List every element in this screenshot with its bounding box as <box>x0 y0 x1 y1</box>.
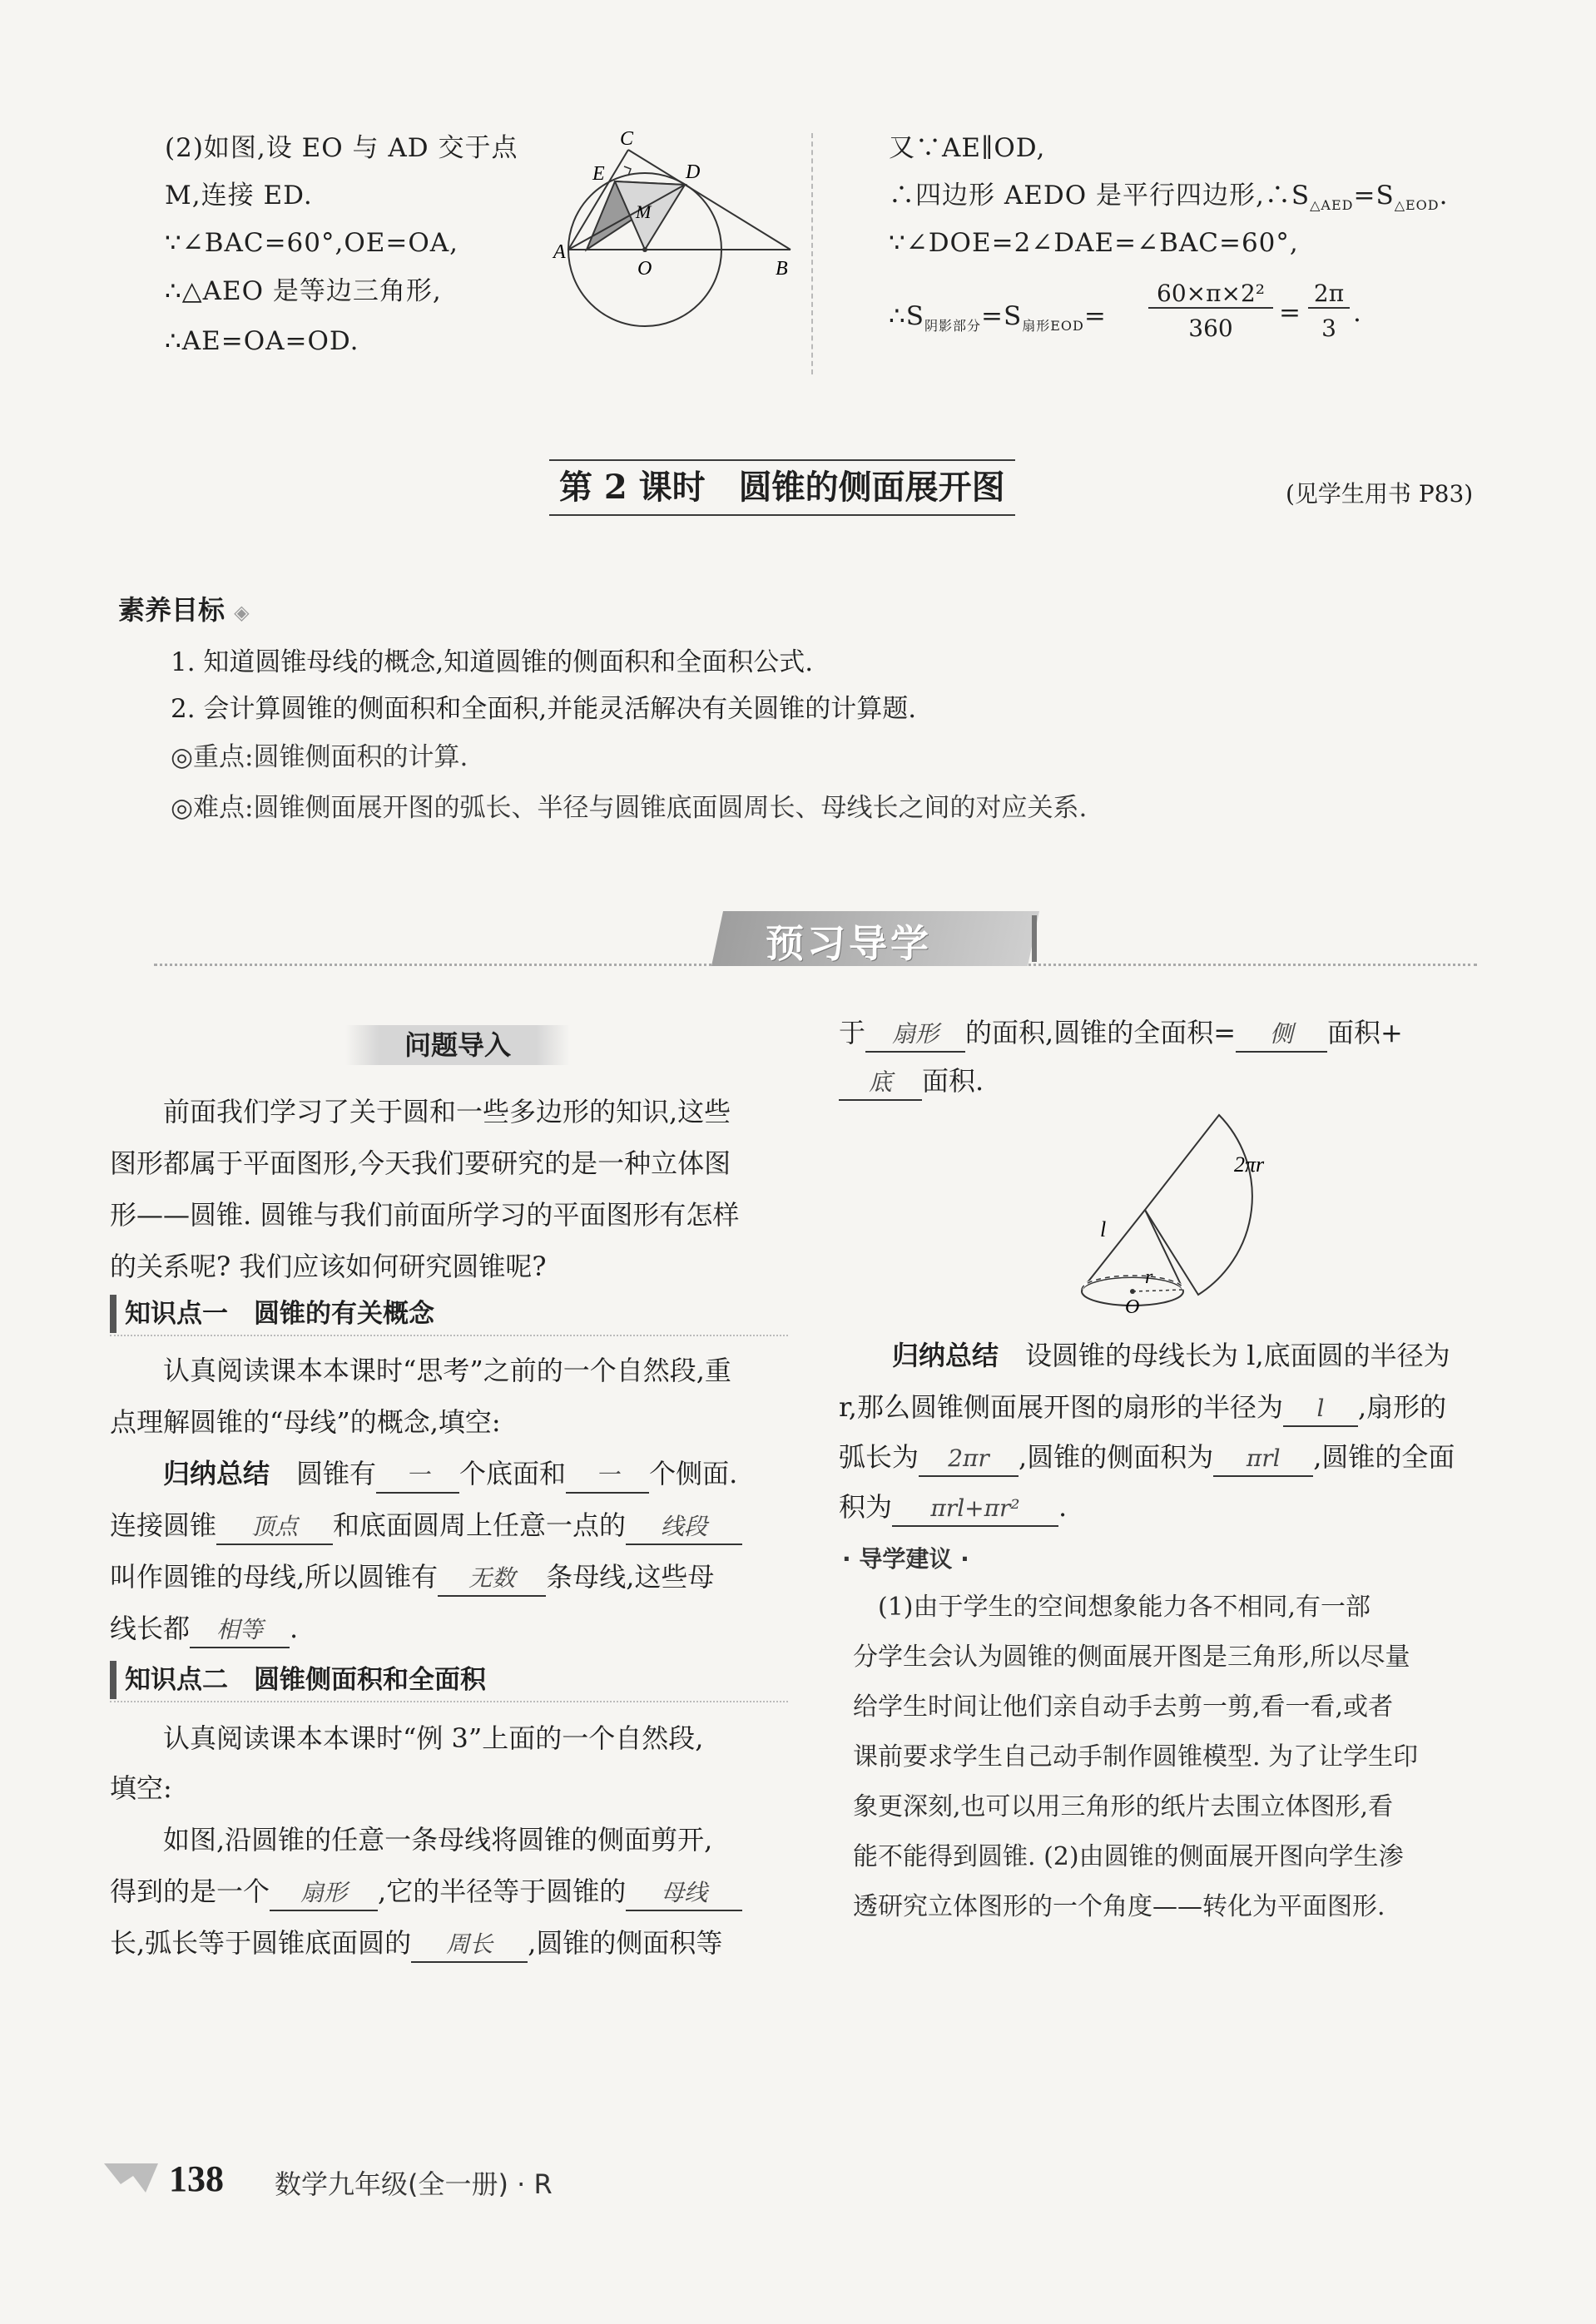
kp1-summary: 叫作圆锥的母线,所以圆锥有 无数 条母线,这些母 <box>110 1551 714 1603</box>
diamond-icon: ◈ <box>234 601 250 624</box>
solution-line: ∴AE=OA=OD. <box>165 326 359 356</box>
lesson-reference: (见学生用书 P83) <box>1286 480 1474 508</box>
solution-line: ∵∠BAC=60°,OE=OA, <box>165 228 459 258</box>
intro-heading: 问题导入 <box>345 1025 570 1065</box>
kp2-line: 得到的是一个 扇形 ,它的半径等于圆锥的 母线 <box>110 1866 742 1917</box>
label-m: M <box>636 201 652 222</box>
advice-line: 能不能得到圆锥. (2)由圆锥的侧面展开图向学生渗 <box>853 1842 1404 1871</box>
answer-blank[interactable]: l <box>1283 1392 1358 1427</box>
geometry-figure <box>549 125 799 374</box>
answer-blank[interactable]: 2πr <box>919 1442 1019 1477</box>
kp2-line: 认真阅读课本本课时“例 3”上面的一个自然段, <box>110 1722 704 1754</box>
goal-item: 1. 知道圆锥母线的概念,知道圆锥的侧面积和全面积公式. <box>171 647 814 677</box>
kp2-line: 填空: <box>110 1772 172 1804</box>
kp-divider <box>110 1335 788 1336</box>
advice-line: 透研究立体图形的一个角度——转化为平面图形. <box>853 1892 1385 1921</box>
kp-divider <box>110 1701 788 1702</box>
answer-blank[interactable]: 相等 <box>190 1613 290 1648</box>
label-c: C <box>620 128 634 150</box>
advice-line: (1)由于学生的空间想象能力各不相同,有一部 <box>853 1593 1371 1622</box>
answer-blank[interactable]: 扇形 <box>270 1876 378 1911</box>
right-summary: 归纳总结 设圆锥的母线长为 l,底面圆的半径为 <box>892 1340 1450 1371</box>
kp1-summary: 归纳总结 圆锥有 一 个底面和 一 个侧面. <box>110 1448 737 1499</box>
right-line: 于 扇形 的面积,圆锥的全面积= 侧 面积+ <box>839 1007 1403 1058</box>
answer-blank[interactable]: 周长 <box>411 1928 528 1963</box>
banner-accent <box>1032 915 1037 962</box>
intro-line: 图形都属于平面图形,今天我们要研究的是一种立体图 <box>110 1147 731 1179</box>
solution-line: 又∵AE∥OD, <box>889 133 1046 163</box>
answer-blank[interactable]: 无数 <box>438 1562 546 1597</box>
answer-blank[interactable]: 一 <box>376 1459 459 1494</box>
answer-blank[interactable]: 顶点 <box>216 1510 333 1545</box>
knowledge-point-1-title: 知识点一 圆锥的有关概念 <box>110 1295 434 1333</box>
advice-line: 象更深刻,也可以用三角形的纸片去围立体图形,看 <box>853 1792 1394 1821</box>
result-denominator: 3 <box>1321 315 1336 342</box>
label-o: O <box>637 258 652 280</box>
book-title: 数学九年级(全一册) · R <box>275 2168 553 2200</box>
arc-label: 2πr <box>1234 1152 1265 1177</box>
kp1-summary: 线长都 相等 . <box>110 1603 298 1654</box>
kp1-line: 认真阅读课本本课时“思考”之前的一个自然段,重 <box>110 1355 731 1386</box>
intro-line: 的关系呢? 我们应该如何研究圆锥呢? <box>110 1251 547 1282</box>
answer-blank[interactable]: πrl <box>1213 1442 1313 1477</box>
advice-line: 给学生时间让他们亲自动手去剪一剪,看一看,或者 <box>853 1692 1394 1722</box>
answer-blank[interactable]: 底 <box>839 1066 922 1101</box>
kp2-line: 如图,沿圆锥的任意一条母线将圆锥的侧面剪开, <box>110 1824 713 1856</box>
right-summary: 弧长为 2πr ,圆锥的侧面积为 πrl ,圆锥的全面 <box>839 1431 1455 1483</box>
period: . <box>1353 298 1361 328</box>
knowledge-point-2-title: 知识点二 圆锥侧面积和全面积 <box>110 1661 486 1699</box>
result-numerator: 2π <box>1308 280 1350 309</box>
solution-line: M,连接 ED. <box>165 181 313 211</box>
page-corner-icon <box>100 2155 166 2197</box>
solution-formula: $\therefore S_{阴影部分}=S_{扇形EOD}=$ <box>889 301 1107 334</box>
column-divider <box>811 133 813 374</box>
label-e: E <box>592 163 605 185</box>
page-number: 138 <box>169 2158 224 2199</box>
answer-blank[interactable]: πrl+πr² <box>892 1492 1058 1527</box>
solution-line: ∴四边形 AEDO 是平行四边形$,\therefore S_{\triangle AED}=S_{\triangle EOD}$. <box>889 181 1449 214</box>
goals-heading: 素养目标 ◈ <box>118 594 250 626</box>
advice-heading: · 导学建议 · <box>842 1545 969 1573</box>
center-label: O <box>1125 1296 1140 1318</box>
goal-item: 2. 会计算圆锥的侧面积和全面积,并能灵活解决有关圆锥的计算题. <box>171 694 917 724</box>
label-b: B <box>776 258 788 280</box>
answer-blank[interactable]: 侧 <box>1236 1018 1327 1053</box>
answer-blank[interactable]: 一 <box>566 1459 649 1494</box>
kp2-line: 长,弧长等于圆锥底面圆的 周长 ,圆锥的侧面积等 <box>110 1917 722 1969</box>
kp1-summary: 连接圆锥 顶点 和底面圆周上任意一点的 线段 <box>110 1499 742 1551</box>
label-d: D <box>686 161 701 183</box>
label-a: A <box>553 241 566 263</box>
answer-blank[interactable]: 母线 <box>626 1876 742 1911</box>
intro-line: 前面我们学习了关于圆和一些多边形的知识,这些 <box>110 1096 731 1127</box>
right-line: 底 面积. <box>839 1055 984 1107</box>
goal-difficult-point: ◎难点:圆锥侧面展开图的弧长、半径与圆锥底面圆周长、母线长之间的对应关系. <box>171 793 1088 823</box>
cone-net-figure <box>1065 1107 1331 1331</box>
right-summary: 积为 πrl+πr² . <box>839 1481 1067 1533</box>
answer-blank[interactable]: 线段 <box>626 1510 742 1545</box>
section-banner: 预习导学 <box>766 921 932 966</box>
solution-line: ∴△AEO 是等边三角形, <box>165 276 442 306</box>
solution-line: (2)如图,设 EO 与 AD 交于点 <box>165 133 518 163</box>
fraction-denominator: 360 <box>1188 315 1233 342</box>
intro-line: 形——圆锥. 圆锥与我们前面所学习的平面图形有怎样 <box>110 1199 740 1231</box>
fraction-numerator: 60×π×2² <box>1148 280 1273 309</box>
slant-label: l <box>1100 1217 1107 1241</box>
goal-key-point: ◎重点:圆锥侧面积的计算. <box>171 742 468 772</box>
right-summary: r,那么圆锥侧面展开图的扇形的半径为 l ,扇形的 <box>839 1381 1446 1433</box>
answer-blank[interactable]: 扇形 <box>865 1018 965 1053</box>
advice-line: 课前要求学生自己动手制作圆锥模型. 为了让学生印 <box>853 1742 1419 1771</box>
radius-label: r <box>1145 1266 1153 1288</box>
equals-sign: = <box>1279 298 1301 328</box>
solution-line: ∵∠DOE=2∠DAE=∠BAC=60°, <box>889 228 1299 258</box>
advice-line: 分学生会认为圆锥的侧面展开图是三角形,所以尽量 <box>853 1643 1410 1672</box>
kp1-line: 点理解圆锥的“母线”的概念,填空: <box>110 1406 501 1438</box>
lesson-title: 第 2 课时 圆锥的侧面展开图 <box>549 459 1015 516</box>
